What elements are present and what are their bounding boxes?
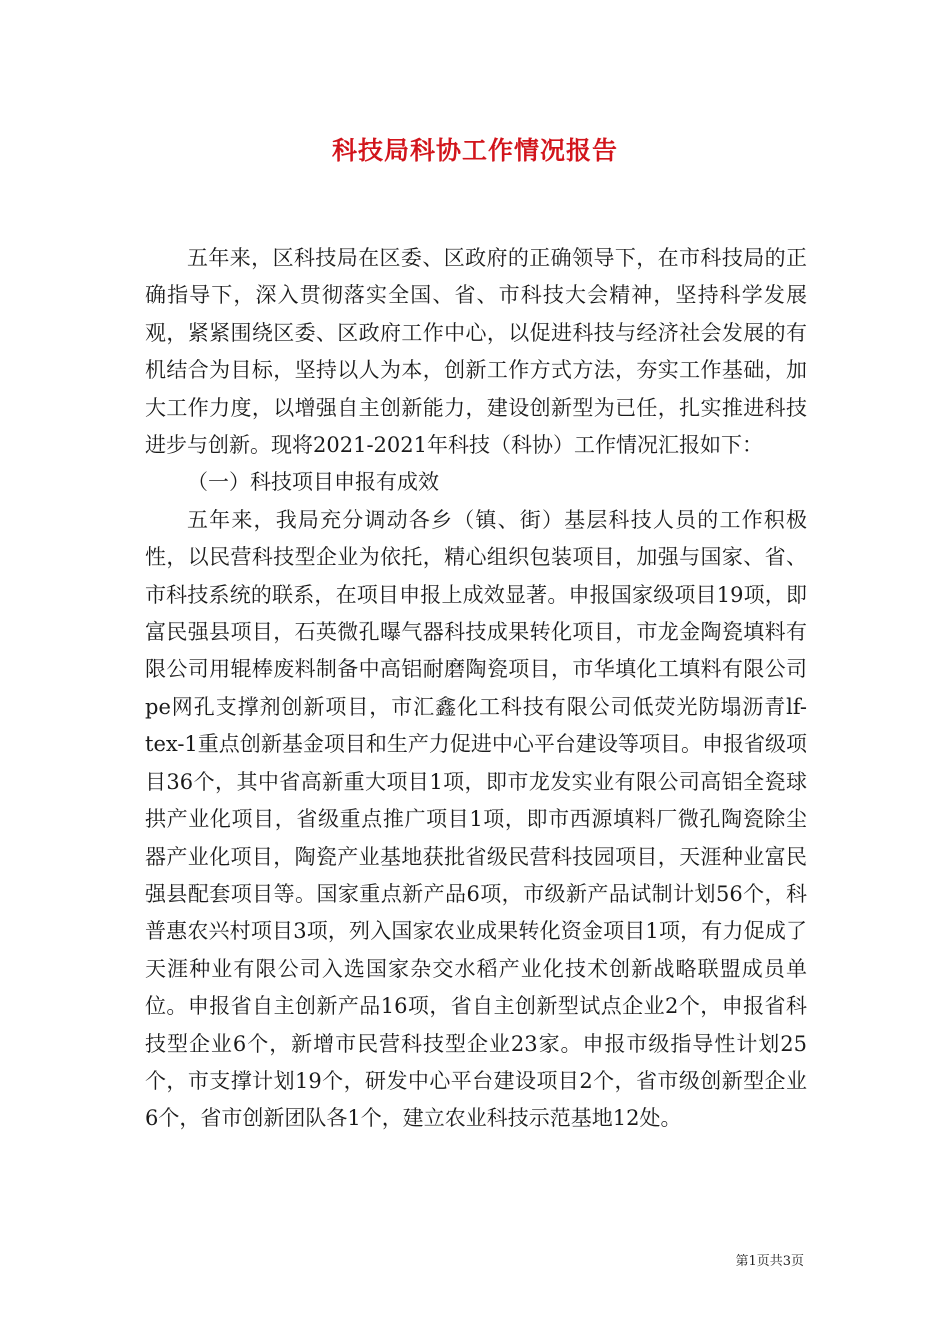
page-number: 第1页共3页 (735, 1254, 804, 1269)
section-paragraph: 五年来，我局充分调动各乡（镇、街）基层科技人员的工作积极性，以民营科技型企业为依托，精心组织包装项目，加强与国家、省、市科技系统的联系，在项目申报上成效显著。申报国家级项目19项，即富民强县项目，石英微孔曝气器科技成果转化项目，市龙金陶瓷填料有限公司用辊棒废料制备中高铝耐磨陶瓷项目，市华填化工填料有限公司pe网孔支撑剂创新项目，市汇鑫化工科技有限公司低荧光防塌沥青lf-tex-1重点创新基金项目和生产力促进中心平台建设等项目。申报省级项目36个，其中省高新重大项目1项，即市龙发实业有限公司高铝全瓷球拱产业化项目，省级重点推广项目1项，即市西源填料厂微孔陶瓷除尘器产业化项目，陶瓷产业基地获批省级民营科技园项目，天涯种业富民强县配套项目等。国家重点新产品6项，市级新产品试制计划56个，科普惠农兴村项目3项，列入国家农业成果转化资金项目1项，有力促成了天涯种业有限公司入选国家杂交水稻产业化技术创新战略联盟成员单位。申报省自主创新产品16项，省自主创新型试点企业2个，申报省科技型企业6个，新增市民营科技型企业23家。申报市级指导性计划25个，市支撑计划19个，研发中心平台建设项目2个，省市级创新型企业6个，省市创新团队各1个，建立农业科技示范基地12处。 (145, 507, 807, 1131)
document-title: 科技局科协工作情况报告 (331, 136, 618, 165)
document-body (145, 240, 807, 1138)
intro-paragraph: 五年来，区科技局在区委、区政府的正确领导下，在市科技局的正确指导下，深入贯彻落实全国、省、市科技大会精神，坚持科学发展观，紧紧围绕区委、区政府工作中心，以促进科技与经济社会发展的有机结合为目标，坚持以人为本，创新工作方式方法，夯实工作基础，加大工作力度，以增强自主创新能力，建设创新型为已任，扎实推进科技进步与创新。现将2021-2021年科技（科协）工作情况汇报如下： (145, 246, 807, 458)
section-heading: （一）科技项目申报有成效 (187, 470, 439, 495)
